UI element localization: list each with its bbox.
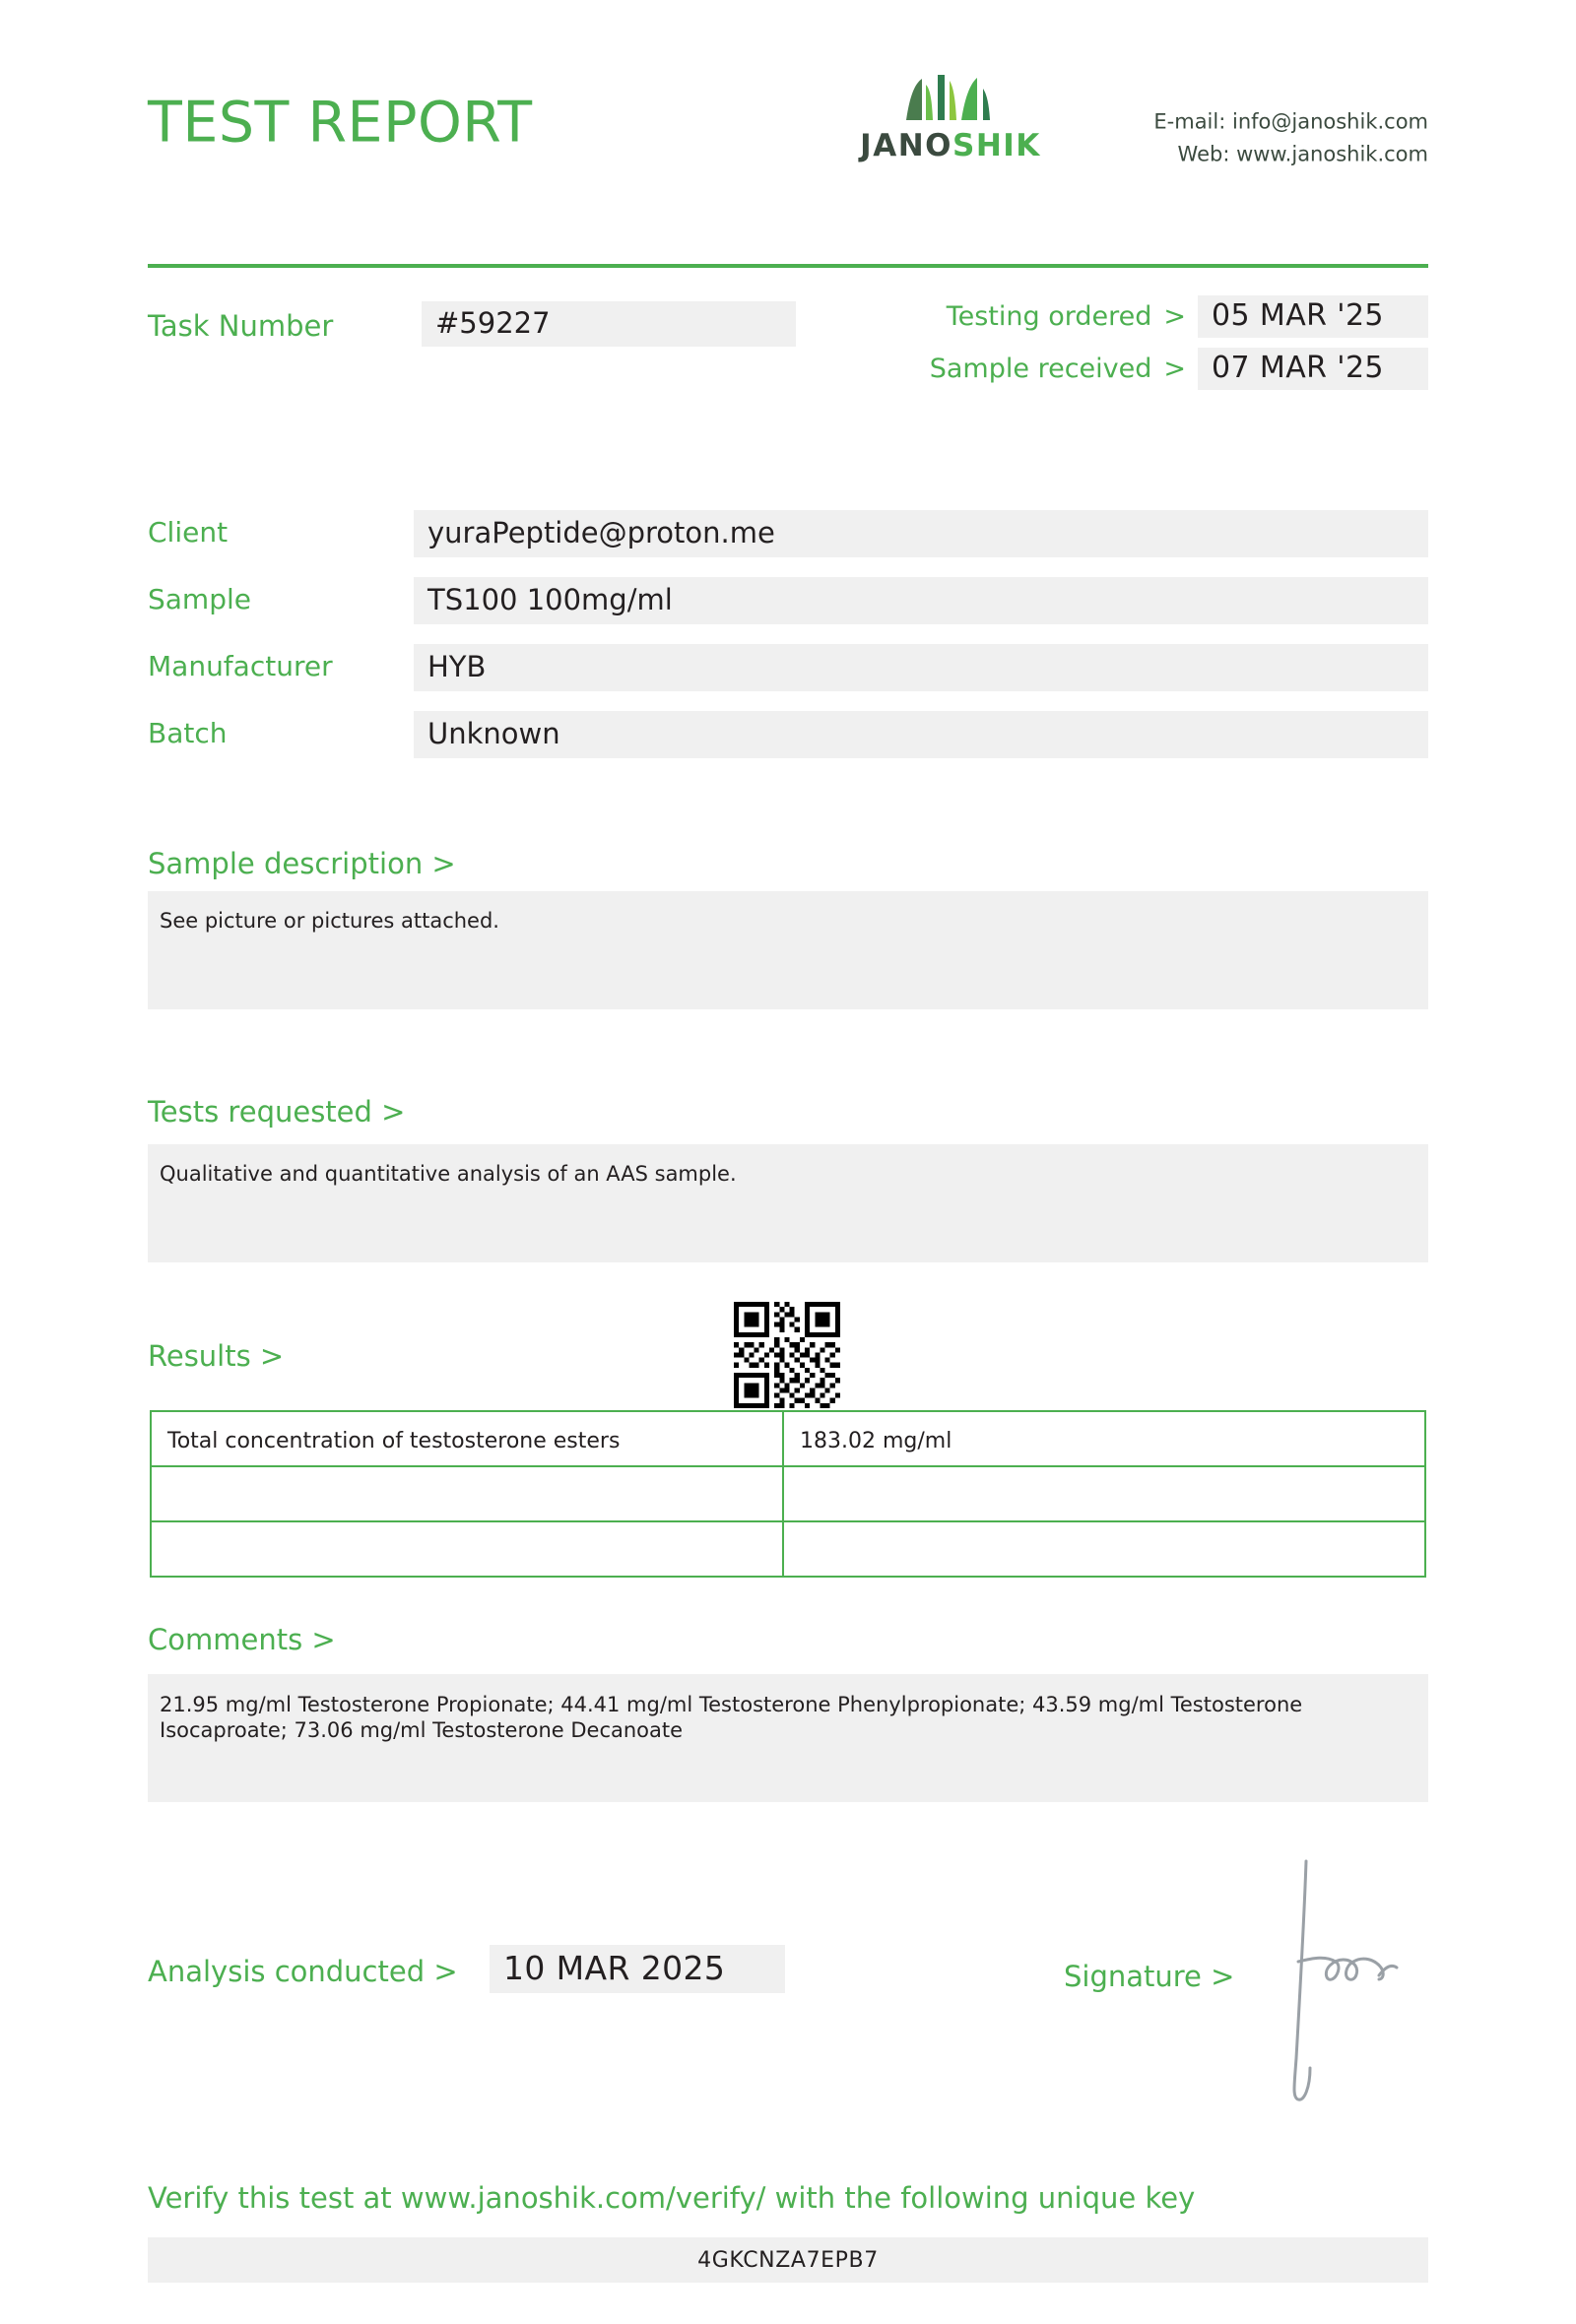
comments-text: 21.95 mg/ml Testosterone Propionate; 44.41 mg/ml Testosterone Phenylpropionate; 43.59 mg/ml Testosterone Isocaproate; 73.06 mg/ml Testosterone Decanoate bbox=[148, 1674, 1428, 1802]
task-number-label: Task Number bbox=[148, 309, 334, 343]
info-value-manufacturer: HYB bbox=[414, 644, 1428, 691]
logo-wordmark-dark: JANO bbox=[860, 128, 952, 163]
chevron-right-icon: > bbox=[1163, 301, 1186, 332]
info-row bbox=[148, 711, 1428, 758]
testing-ordered-label: Testing ordered bbox=[946, 301, 1152, 332]
sample-description-text: See picture or pictures attached. bbox=[148, 891, 1428, 1009]
analysis-conducted-date: 10 MAR 2025 bbox=[490, 1945, 785, 1993]
comments-title: Comments > bbox=[148, 1623, 336, 1656]
logo-mark-icon bbox=[837, 69, 1064, 124]
chevron-right-icon: > bbox=[1163, 354, 1186, 384]
header-divider bbox=[148, 264, 1428, 268]
page-title: TEST REPORT bbox=[148, 90, 533, 156]
results-title: Results > bbox=[148, 1339, 285, 1373]
table-row bbox=[151, 1411, 1425, 1466]
testing-ordered-value: 05 MAR '25 bbox=[1198, 295, 1428, 338]
info-label-manufacturer: Manufacturer bbox=[148, 650, 333, 682]
date-group bbox=[930, 295, 1428, 400]
qr-code-icon bbox=[734, 1302, 840, 1408]
contact-email: E-mail: info@janoshik.com bbox=[1153, 109, 1428, 134]
info-label-client: Client bbox=[148, 516, 229, 549]
task-row bbox=[148, 295, 1428, 404]
signature-icon bbox=[1280, 1851, 1418, 2107]
result-value bbox=[783, 1466, 1425, 1521]
result-value: 183.02 mg/ml bbox=[783, 1411, 1425, 1466]
logo-wordmark bbox=[837, 128, 1064, 163]
contact-info bbox=[1153, 105, 1428, 169]
result-name bbox=[151, 1466, 783, 1521]
sample-received-value: 07 MAR '25 bbox=[1198, 348, 1428, 390]
table-row bbox=[151, 1521, 1425, 1577]
tests-requested-title: Tests requested > bbox=[148, 1095, 406, 1129]
info-label-batch: Batch bbox=[148, 717, 228, 749]
table-row bbox=[151, 1466, 1425, 1521]
signature-label: Signature > bbox=[1064, 1960, 1235, 1993]
results-table bbox=[150, 1410, 1426, 1578]
result-name: Total concentration of testosterone esters bbox=[151, 1411, 783, 1466]
result-name bbox=[151, 1521, 783, 1577]
logo-wordmark-green: SHIK bbox=[952, 128, 1041, 163]
info-row bbox=[148, 644, 1428, 691]
sample-description-title: Sample description > bbox=[148, 847, 456, 880]
task-number-value: #59227 bbox=[422, 301, 796, 347]
testing-ordered-row bbox=[930, 295, 1428, 338]
tests-requested-text: Qualitative and quantitative analysis of an AAS sample. bbox=[148, 1144, 1428, 1262]
info-value-batch: Unknown bbox=[414, 711, 1428, 758]
verify-text: Verify this test at www.janoshik.com/verify/ with the following unique key bbox=[148, 2181, 1196, 2215]
info-value-sample: TS100 100mg/ml bbox=[414, 577, 1428, 624]
info-row bbox=[148, 510, 1428, 557]
info-label-sample: Sample bbox=[148, 583, 251, 615]
sample-received-row bbox=[930, 348, 1428, 390]
sample-received-label: Sample received bbox=[929, 354, 1152, 384]
report-header bbox=[148, 0, 1428, 207]
result-value bbox=[783, 1521, 1425, 1577]
analysis-conducted-label: Analysis conducted > bbox=[148, 1955, 458, 1988]
unique-key-value: 4GKCNZA7EPB7 bbox=[148, 2237, 1428, 2283]
info-table bbox=[148, 510, 1428, 778]
janoshik-logo bbox=[837, 69, 1064, 163]
info-value-client: yuraPeptide@proton.me bbox=[414, 510, 1428, 557]
info-row bbox=[148, 577, 1428, 624]
contact-web: Web: www.janoshik.com bbox=[1177, 142, 1428, 165]
